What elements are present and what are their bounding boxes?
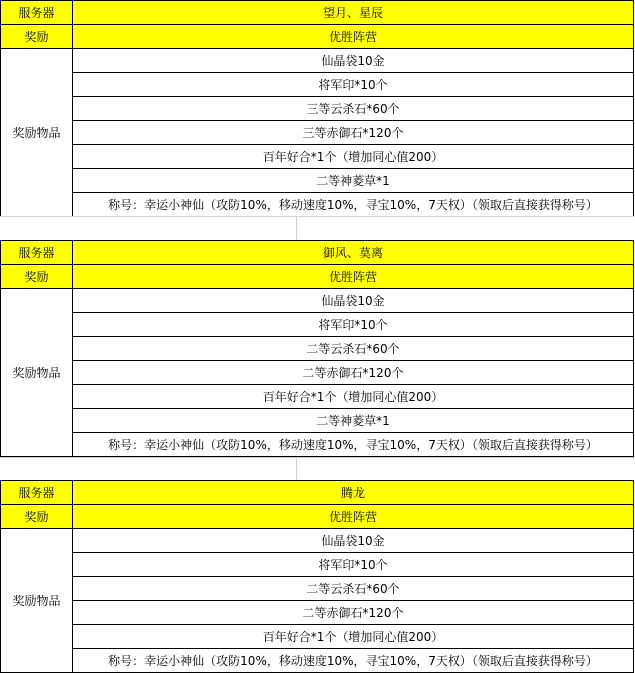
- item-cell: 将军印*10个: [73, 553, 634, 577]
- item-row: [1, 313, 634, 337]
- item-row: [1, 529, 634, 553]
- server-label: 服务器: [1, 1, 73, 25]
- title-cell: 称号：幸运小神仙（攻防10%，移动速度10%，寻宝10%，7天权）（领取后直接获得称号）: [73, 649, 634, 673]
- item-cell: 百年好合*1个（增加同心值200）: [73, 385, 634, 409]
- reward-table: [0, 480, 634, 673]
- item-row: [1, 337, 634, 361]
- item-row: [1, 649, 634, 673]
- item-cell: 三等云杀石*60个: [73, 97, 634, 121]
- item-row: [1, 145, 634, 169]
- server-value: 望月、星辰: [73, 1, 634, 25]
- title-cell: 称号：幸运小神仙（攻防10%，移动速度10%，寻宝10%，7天权）（领取后直接获得称号）: [73, 433, 634, 457]
- reward-label: 奖励: [1, 265, 73, 289]
- item-cell: 仙晶袋10金: [73, 529, 634, 553]
- gap-divider: [0, 216, 634, 217]
- reward-value: 优胜阵营: [73, 25, 634, 49]
- gap-divider: [296, 457, 297, 481]
- item-cell: 二等赤御石*120个: [73, 601, 634, 625]
- item-row: [1, 433, 634, 457]
- server-row: [1, 481, 634, 505]
- item-row: [1, 361, 634, 385]
- server-label: 服务器: [1, 241, 73, 265]
- reward-row: [1, 265, 634, 289]
- item-row: [1, 289, 634, 313]
- reward-table: [0, 240, 634, 457]
- server-row: [1, 1, 634, 25]
- reward-table: [0, 0, 634, 217]
- reward-row: [1, 25, 634, 49]
- server-value: 腾龙: [73, 481, 634, 505]
- item-row: [1, 169, 634, 193]
- server-row: [1, 241, 634, 265]
- item-cell: 将军印*10个: [73, 313, 634, 337]
- item-cell: 二等云杀石*60个: [73, 577, 634, 601]
- item-cell: 二等神菱草*1: [73, 409, 634, 433]
- gap-divider: [296, 216, 297, 240]
- item-row: [1, 385, 634, 409]
- item-cell: 仙晶袋10金: [73, 49, 634, 73]
- reward-section-2: [0, 240, 634, 457]
- item-cell: 二等赤御石*120个: [73, 361, 634, 385]
- items-label: 奖励物品: [1, 289, 73, 457]
- item-cell: 百年好合*1个（增加同心值200）: [73, 145, 634, 169]
- item-row: [1, 577, 634, 601]
- items-label: 奖励物品: [1, 49, 73, 217]
- title-cell: 称号：幸运小神仙（攻防10%，移动速度10%，寻宝10%，7天权）（领取后直接获得称号）: [73, 193, 634, 217]
- reward-row: [1, 505, 634, 529]
- server-label: 服务器: [1, 481, 73, 505]
- item-row: [1, 625, 634, 649]
- reward-label: 奖励: [1, 505, 73, 529]
- gap-divider: [0, 457, 634, 458]
- item-row: [1, 49, 634, 73]
- server-value: 御风、莫离: [73, 241, 634, 265]
- item-row: [1, 193, 634, 217]
- item-row: [1, 121, 634, 145]
- item-cell: 将军印*10个: [73, 73, 634, 97]
- reward-section-3: [0, 480, 634, 673]
- reward-label: 奖励: [1, 25, 73, 49]
- reward-value: 优胜阵营: [73, 505, 634, 529]
- reward-section-1: [0, 0, 634, 217]
- item-cell: 二等云杀石*60个: [73, 337, 634, 361]
- item-row: [1, 409, 634, 433]
- item-cell: 二等神菱草*1: [73, 169, 634, 193]
- item-row: [1, 97, 634, 121]
- reward-value: 优胜阵营: [73, 265, 634, 289]
- item-row: [1, 553, 634, 577]
- item-cell: 百年好合*1个（增加同心值200）: [73, 625, 634, 649]
- item-cell: 三等赤御石*120个: [73, 121, 634, 145]
- item-row: [1, 601, 634, 625]
- items-label: 奖励物品: [1, 529, 73, 673]
- item-row: [1, 73, 634, 97]
- item-cell: 仙晶袋10金: [73, 289, 634, 313]
